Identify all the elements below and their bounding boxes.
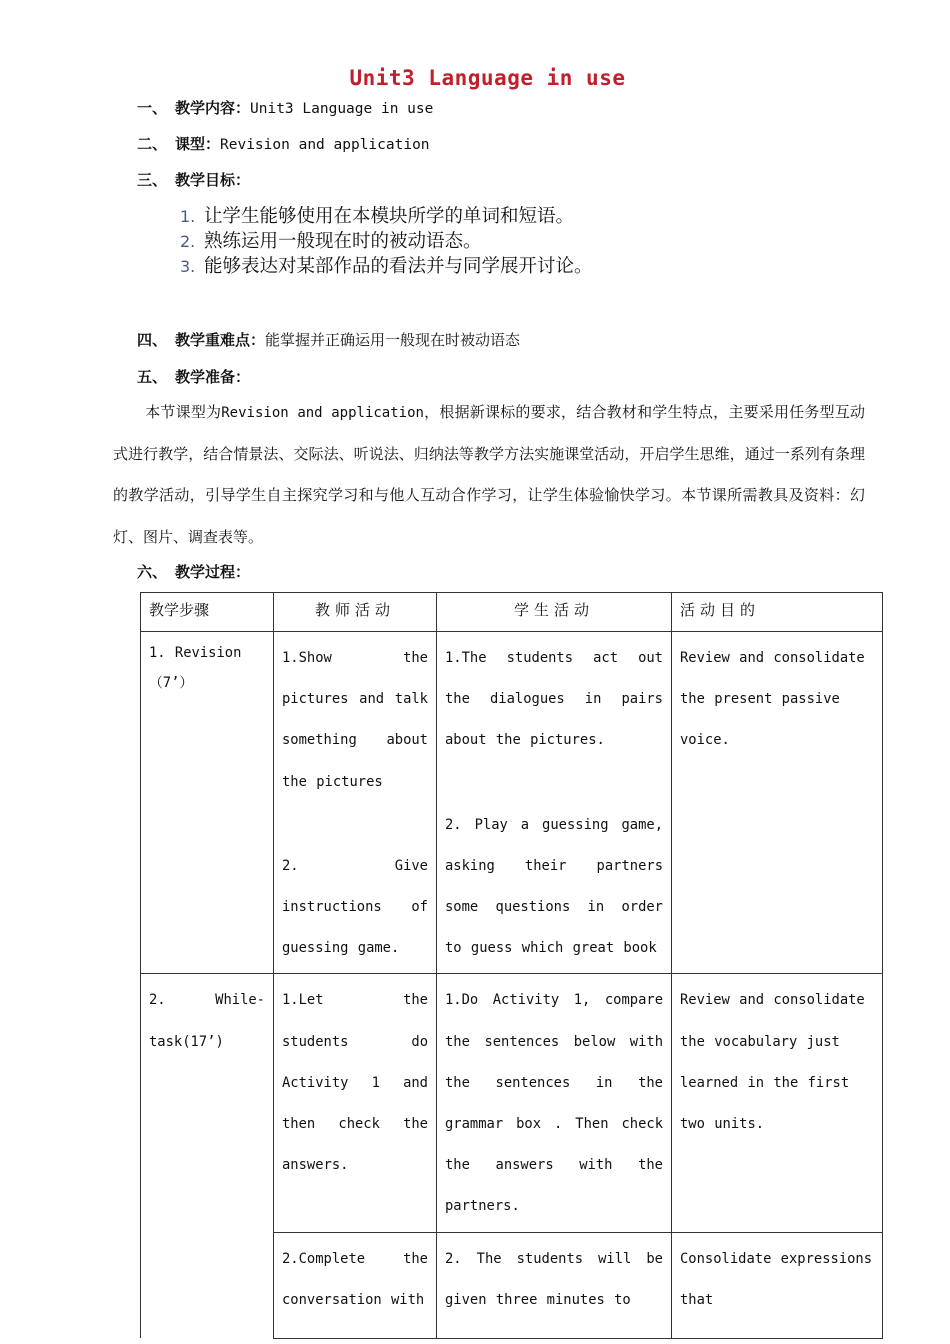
purpose-text: Review and consolidate the present passive voice. [680, 650, 865, 749]
section-number: 六、 [137, 563, 168, 581]
section-number: 三、 [137, 171, 168, 189]
step-cell [141, 974, 274, 1338]
page-title: Unit3 Language in use [349, 66, 626, 90]
student-activity: 2. Play a guessing game, asking their partners some questions in order to guess which great book [445, 816, 663, 957]
student-activity: 2. The students will be given three minutes to [445, 1250, 663, 1308]
header-step: 教学步骤 [141, 593, 274, 632]
student-activity: 1.The students act out the dialogues in pairs about the pictures. [445, 650, 663, 749]
student-cell [437, 974, 672, 1232]
goal-text: 熟练运用一般现在时的被动语态。 [204, 231, 482, 252]
section-value: Revision and application [220, 137, 430, 153]
teacher-activity: 1.Let the students do Activity 1 and then check the answers. [282, 992, 428, 1174]
goal-number: 3. [180, 257, 196, 276]
header-purpose: 活动目的 [672, 593, 883, 632]
section-number: 一、 [137, 99, 168, 117]
student-activity: 1.Do Activity 1, compare the sentences below with the sentences in the grammar box . Then check the answers with the partners. [445, 992, 663, 1215]
teacher-activity: 2.Complete the conversation with [282, 1250, 428, 1308]
goal-number: 2. [180, 232, 196, 251]
teacher-activity: 2. Give instructions of guessing game. [282, 857, 428, 957]
section-label: 教学目标： [175, 171, 251, 189]
step-name: 1. Revision [149, 645, 242, 661]
header-teacher: 教师活动 [274, 593, 437, 632]
step-cell [141, 632, 274, 974]
section-value: 能掌握并正确运用一般现在时被动语态 [265, 331, 521, 349]
prep-lesson-type: Revision and application [221, 405, 424, 421]
step-time: （7’） [149, 675, 194, 691]
step-name: 2. While-task(17’) [149, 992, 265, 1050]
goal-item [180, 254, 593, 279]
goal-item [180, 204, 593, 229]
prep-text: 本节课型为 [145, 403, 222, 421]
section-number: 二、 [137, 135, 168, 153]
student-cell [437, 632, 672, 974]
goal-text: 让学生能够使用在本模块所学的单词和短语。 [204, 206, 575, 227]
section-label: 教学重难点： [175, 331, 266, 349]
section-preparation [137, 366, 250, 387]
goal-item [180, 229, 593, 254]
purpose-text: Review and consolidate the vocabulary just learned in the first two units. [680, 992, 865, 1133]
section-label: 教学内容： [175, 99, 251, 117]
table-row [141, 632, 883, 974]
header-student: 学生活动 [437, 593, 672, 632]
teacher-cell [274, 1232, 437, 1338]
student-cell [437, 1232, 672, 1338]
section-value: Unit3 Language in use [250, 101, 434, 117]
table-row [141, 974, 883, 1232]
section-number: 五、 [137, 368, 168, 386]
teacher-cell [274, 974, 437, 1232]
goal-number: 1. [180, 207, 196, 226]
preparation-paragraph [113, 392, 865, 558]
table-header-row [141, 593, 883, 632]
goal-text: 能够表达对某部作品的看法并与同学展开讨论。 [204, 256, 593, 277]
purpose-cell [672, 1232, 883, 1338]
goals-list [180, 204, 593, 279]
section-number: 四、 [137, 331, 168, 349]
teaching-process-table [140, 592, 883, 1339]
section-teaching-goals [137, 169, 250, 190]
section-label: 教学准备： [175, 368, 251, 386]
section-label: 课型： [175, 135, 221, 153]
section-lesson-type [137, 133, 430, 154]
section-teaching-process [137, 561, 250, 582]
teacher-activity: 1.Show the pictures and talk something about the pictures [282, 650, 428, 790]
section-key-points [137, 329, 520, 350]
section-teaching-content [137, 97, 433, 118]
purpose-cell [672, 632, 883, 974]
prep-text: ，根据新课标的要求，结合教材和学生特点，主要采用任务型互动式进行教学，结合情景法、交际法、听说法、归纳法等教学方法实施课堂活动，开启学生思维，通过一系列有条理的教学活动，引导学生自主探究学习和与他人互动合作学习，让学生体验愉快学习。本节课所需教具及资料：幻灯、图片、调查表等。 [113, 403, 865, 546]
purpose-text: Consolidate expressions that [680, 1250, 873, 1308]
teacher-cell [274, 632, 437, 974]
purpose-cell [672, 974, 883, 1232]
section-label: 教学过程： [175, 563, 251, 581]
